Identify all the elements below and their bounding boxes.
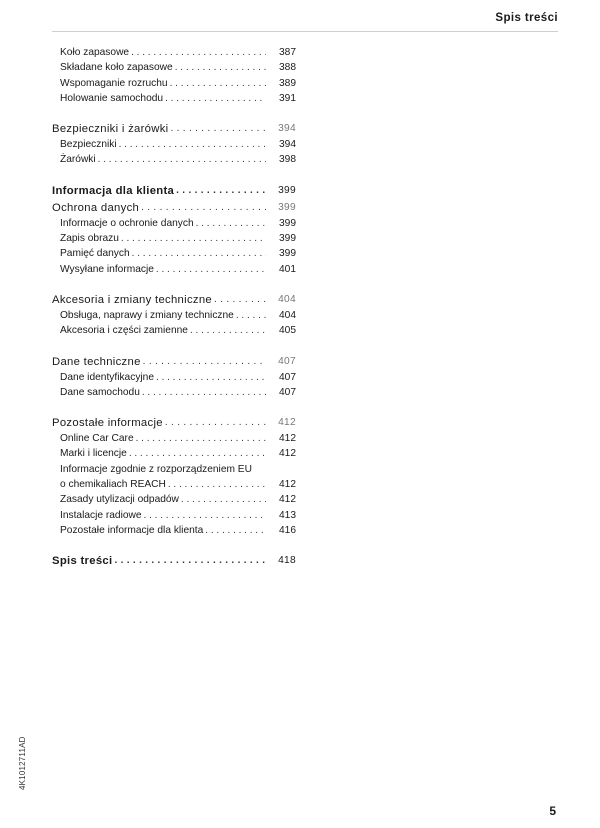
toc-entry[interactable]: Pozostałe informacje dla klienta . . . 416 xyxy=(52,523,296,538)
toc-entry[interactable]: Bezpieczniki . . . 394 xyxy=(52,137,296,152)
toc-chapter-heading[interactable]: Dane techniczne . . . 407 xyxy=(52,353,296,370)
toc-entry[interactable]: Obsługa, naprawy i zmiany techniczne . . . 404 xyxy=(52,308,296,323)
table-of-contents xyxy=(52,45,296,583)
toc-chapter-heading[interactable]: Ochrona danych . . . 399 xyxy=(52,199,296,216)
toc-entry[interactable]: Akcesoria i części zamienne . . . 405 xyxy=(52,323,296,338)
toc-section xyxy=(52,414,296,538)
toc-entry[interactable]: Zasady utylizacji odpadów . . . 412 xyxy=(52,492,296,507)
toc-section xyxy=(52,120,296,168)
toc-section xyxy=(52,552,296,569)
toc-entry[interactable]: Dane identyfikacyjne . . . 407 xyxy=(52,370,296,385)
toc-entry[interactable]: Marki i licencje . . . 412 xyxy=(52,446,296,461)
header-rule xyxy=(52,31,558,32)
toc-entry-first-line[interactable]: Informacje zgodnie z rozporządzeniem EU xyxy=(60,463,252,475)
toc-section xyxy=(52,182,296,277)
toc-entry[interactable]: Dane samochodu . . . 407 xyxy=(52,385,296,400)
toc-entry[interactable]: Online Car Care . . . 412 xyxy=(52,431,296,446)
toc-entry[interactable]: Koło zapasowe . . . 387 xyxy=(52,45,296,60)
toc-entry[interactable]: Wysyłane informacje . . . 401 xyxy=(52,262,296,277)
toc-part-heading[interactable]: Informacja dla klienta . . . 399 xyxy=(52,182,296,199)
toc-entry[interactable]: Zapis obrazu . . . 399 xyxy=(52,231,296,246)
toc-section xyxy=(52,291,296,339)
toc-entry[interactable]: Wspomaganie rozruchu . . . 389 xyxy=(52,76,296,91)
running-header-title: Spis treści xyxy=(495,12,558,24)
toc-entry[interactable]: Składane koło zapasowe . . . 388 xyxy=(52,60,296,75)
toc-section xyxy=(52,353,296,401)
document-code: 4K1012711AD xyxy=(18,736,27,790)
toc-entry[interactable]: Holowanie samochodu . . . 391 xyxy=(52,91,296,106)
toc-entry[interactable]: o chemikaliach REACH . . . 412 xyxy=(52,477,296,492)
toc-entry[interactable]: Instalacje radiowe . . . 413 xyxy=(52,508,296,523)
page-number: 5 xyxy=(549,804,556,818)
toc-entry[interactable]: Informacje o ochronie danych . . . 399 xyxy=(52,216,296,231)
toc-entry[interactable]: Żarówki . . . 398 xyxy=(52,152,296,167)
toc-section xyxy=(52,45,296,106)
toc-entry[interactable]: Pamięć danych . . . 399 xyxy=(52,246,296,261)
toc-chapter-heading[interactable]: Bezpieczniki i żarówki . . . 394 xyxy=(52,120,296,137)
toc-chapter-heading[interactable]: Pozostałe informacje . . . 412 xyxy=(52,414,296,431)
toc-part-heading[interactable]: Spis treści . . . 418 xyxy=(52,552,296,569)
toc-chapter-heading[interactable]: Akcesoria i zmiany techniczne . . . 404 xyxy=(52,291,296,308)
